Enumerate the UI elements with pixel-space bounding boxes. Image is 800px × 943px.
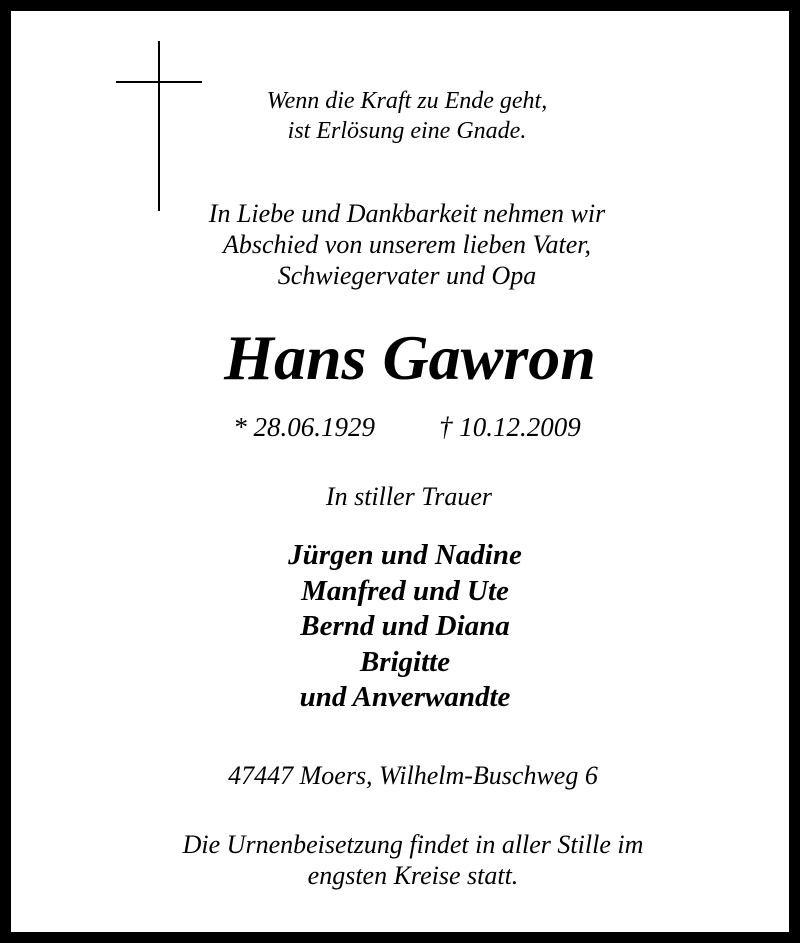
- intro-text: [0, 198, 800, 291]
- life-dates: [0, 411, 800, 443]
- mourning-heading: In stiller Trauer: [325, 482, 493, 511]
- death-date: † 10.12.2009: [439, 412, 581, 442]
- burial-notice: [0, 829, 800, 891]
- family-member: Manfred und Ute: [301, 574, 509, 607]
- family-list: [0, 538, 800, 716]
- quote: [0, 86, 800, 146]
- notice-line: Die Urnenbeisetzung findet in aller Stille im: [182, 830, 644, 859]
- intro-line: Schwiegervater und Opa: [277, 261, 537, 290]
- family-member: Brigitte: [359, 645, 451, 678]
- intro-line: Abschied von unserem lieben Vater,: [223, 230, 591, 259]
- notice-line: engsten Kreise statt.: [307, 861, 519, 890]
- family-member: und Anverwandte: [299, 681, 511, 713]
- family-address: 47447 Moers, Wilhelm-Buschweg 6: [228, 761, 598, 790]
- birth-date: * 28.06.1929: [233, 412, 375, 442]
- family-member: Bernd und Diana: [300, 610, 510, 642]
- family-member: Jürgen und Nadine: [288, 539, 522, 571]
- quote-line: Wenn die Kraft zu Ende geht,: [266, 88, 548, 114]
- quote-line: ist Erlösung eine Gnade.: [287, 118, 527, 144]
- intro-line: In Liebe und Dankbarkeit nehmen wir: [208, 199, 606, 228]
- deceased-name: Hans Gawron: [224, 322, 596, 393]
- cross-horizontal-bar: [116, 81, 202, 83]
